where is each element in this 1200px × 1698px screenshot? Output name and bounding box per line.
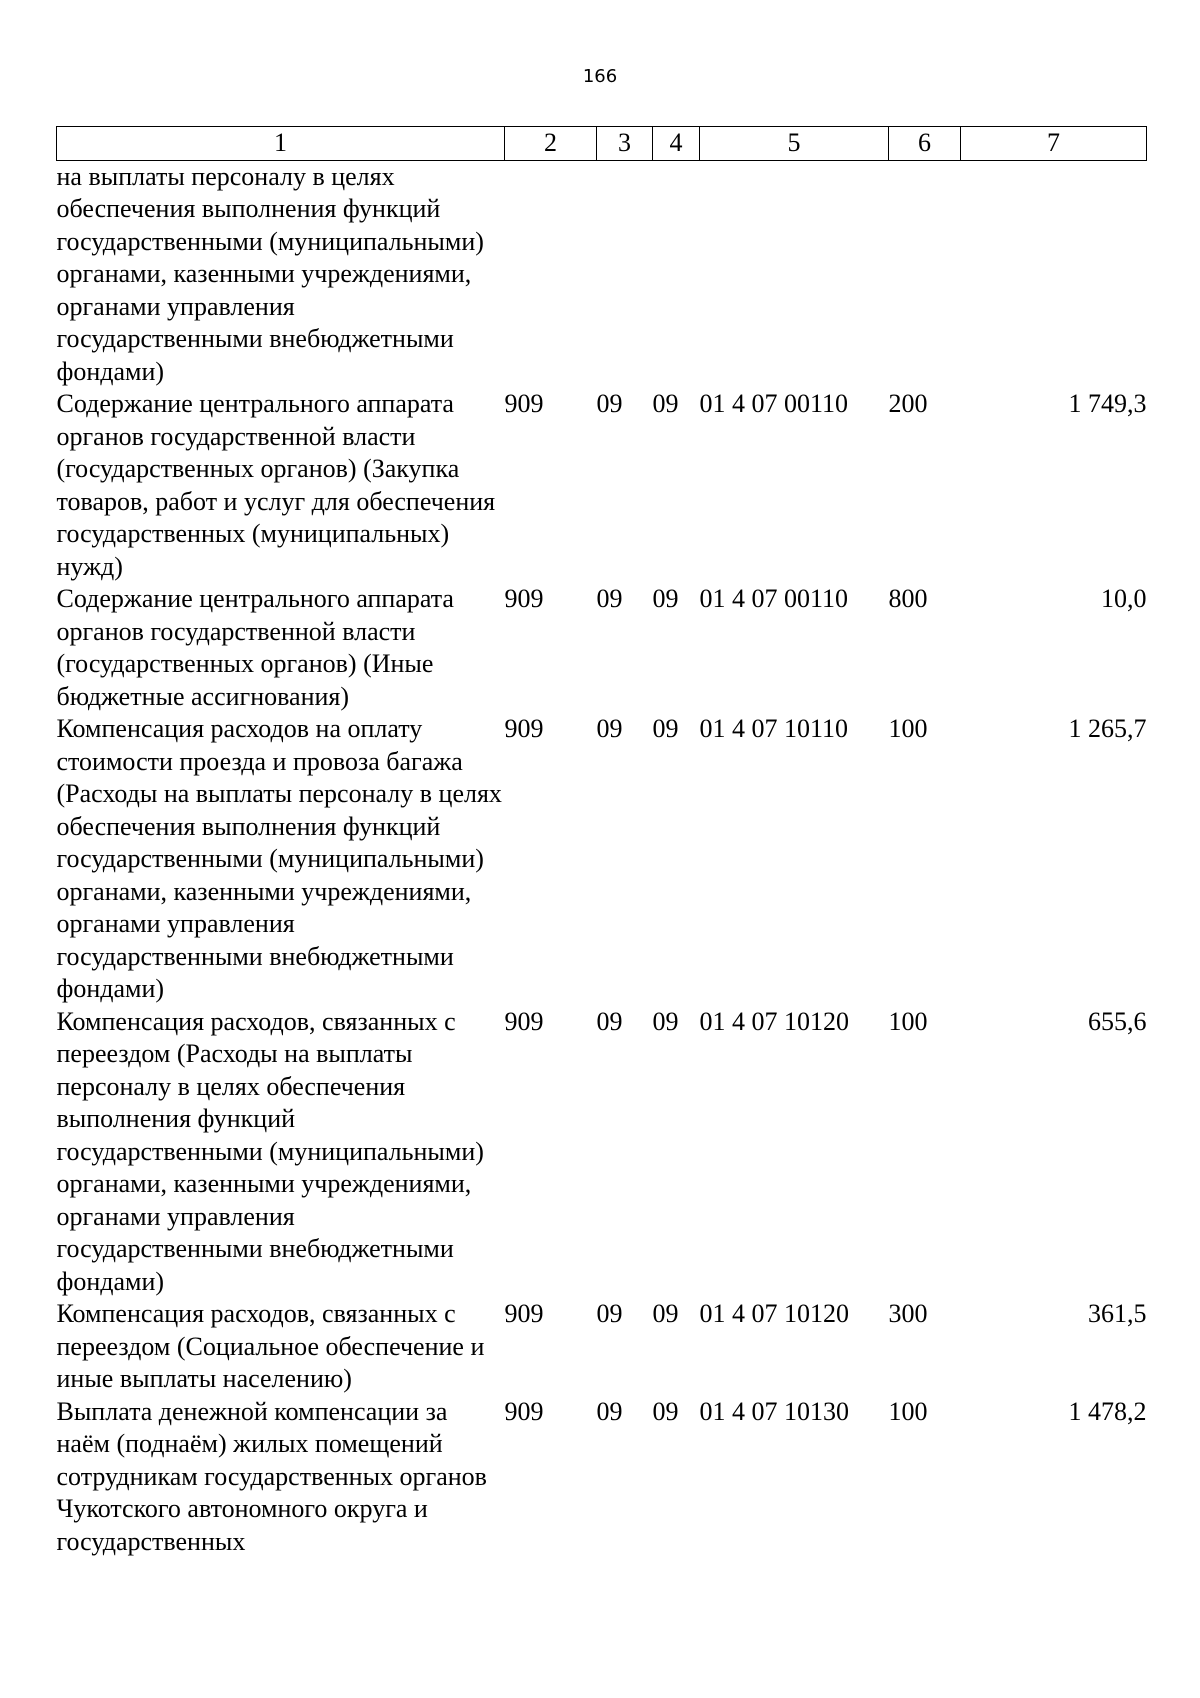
table-row bbox=[57, 583, 1147, 713]
expense-name: Компенсация расходов, связанных с переездом (Расходы на выплаты персоналу в целях обеспечения выполнения функций государственными (муниципальными) органами, казенными учреждениями, органами управления государственными внебюджетными фондами) bbox=[56, 1006, 484, 1296]
ministry-code: 909 bbox=[504, 1006, 544, 1036]
target-article-code: 01 4 07 10120 bbox=[699, 1299, 849, 1328]
subsection-code: 09 bbox=[652, 1006, 679, 1036]
section-code: 09 bbox=[596, 1299, 623, 1328]
amount: 1 749,3 bbox=[1068, 389, 1147, 418]
subsection-code: 09 bbox=[652, 584, 679, 613]
section-code bbox=[597, 160, 653, 388]
amount: 10,0 bbox=[1101, 584, 1147, 613]
table-row bbox=[57, 713, 1147, 1006]
expense-type-code: 100 bbox=[888, 1006, 928, 1036]
table-row bbox=[57, 160, 1147, 388]
target-article-code: 01 4 07 10110 bbox=[699, 714, 849, 743]
column-header: 7 bbox=[961, 127, 1147, 161]
column-header: 1 bbox=[57, 127, 505, 161]
expense-type-code: 800 bbox=[888, 584, 928, 613]
table-row bbox=[57, 1298, 1147, 1396]
amount: 655,6 bbox=[1088, 1006, 1147, 1036]
amount: 1 265,7 bbox=[1068, 714, 1147, 743]
ministry-code: 909 bbox=[504, 1396, 544, 1426]
subsection-code: 09 bbox=[652, 714, 679, 743]
column-header: 4 bbox=[653, 127, 700, 161]
amount: 1 478,2 bbox=[1068, 1396, 1147, 1426]
target-article-code: 01 4 07 00110 bbox=[699, 389, 849, 418]
ministry-code: 909 bbox=[504, 584, 544, 613]
subsection-code: 09 bbox=[652, 389, 679, 418]
section-code: 09 bbox=[596, 389, 623, 418]
target-article-code bbox=[700, 160, 889, 388]
ministry-code bbox=[505, 160, 597, 388]
expense-name: на выплаты персоналу в целях обеспечения выполнения функций государственными (муниципальными) органами, казенными учреждениями, органами управления государственными внебюджетными фондами) bbox=[56, 161, 484, 386]
page-number: 166 bbox=[582, 66, 618, 87]
target-article-code: 01 4 07 10130 bbox=[699, 1396, 849, 1426]
ministry-code: 909 bbox=[504, 389, 544, 418]
expense-type-code bbox=[889, 160, 961, 388]
expense-name: Содержание центрального аппарата органов государственной власти (государственных органов) (Закупка товаров, работ и услуг для обеспечения государственных (муниципальных) нужд) bbox=[56, 389, 496, 581]
table-row bbox=[57, 1006, 1147, 1299]
column-header: 2 bbox=[505, 127, 597, 161]
expense-name: Компенсация расходов на оплату стоимости проезда и провоза багажа (Расходы на выплаты персоналу в целях обеспечения выполнения функций государственными (муниципальными) органами, казенными учреждениями, органами управления государственными внебюджетными фондами) bbox=[56, 714, 502, 1003]
ministry-code: 909 bbox=[504, 1299, 544, 1328]
column-header: 6 bbox=[889, 127, 961, 161]
expense-name: Выплата денежной компенсации за наём (поднаём) жилых помещений сотрудникам государственных органов Чукотского автономного округа и государственных bbox=[56, 1396, 487, 1556]
subsection-code bbox=[653, 160, 700, 388]
amount: 361,5 bbox=[1088, 1299, 1147, 1328]
table-row bbox=[57, 388, 1147, 583]
column-header: 5 bbox=[700, 127, 889, 161]
expense-type-code: 200 bbox=[888, 389, 928, 418]
amount bbox=[961, 160, 1147, 388]
ministry-code: 909 bbox=[504, 714, 544, 743]
expense-name: Компенсация расходов, связанных с переездом (Социальное обеспечение и иные выплаты населению) bbox=[56, 1299, 485, 1393]
section-code: 09 bbox=[596, 1396, 623, 1426]
target-article-code: 01 4 07 00110 bbox=[699, 584, 849, 613]
expense-type-code: 300 bbox=[888, 1299, 928, 1328]
column-header: 3 bbox=[597, 127, 653, 161]
header-row bbox=[57, 127, 1147, 161]
table-row bbox=[57, 1396, 1147, 1559]
subsection-code: 09 bbox=[652, 1299, 679, 1328]
target-article-code: 01 4 07 10120 bbox=[699, 1006, 849, 1036]
subsection-code: 09 bbox=[652, 1396, 679, 1426]
expense-type-code: 100 bbox=[888, 1396, 928, 1426]
expense-type-code: 100 bbox=[888, 714, 928, 743]
section-code: 09 bbox=[596, 714, 623, 743]
section-code: 09 bbox=[596, 584, 623, 613]
expense-name: Содержание центрального аппарата органов государственной власти (государственных органов) (Иные бюджетные ассигнования) bbox=[56, 584, 454, 711]
budget-table bbox=[56, 126, 1147, 1558]
section-code: 09 bbox=[596, 1006, 623, 1036]
